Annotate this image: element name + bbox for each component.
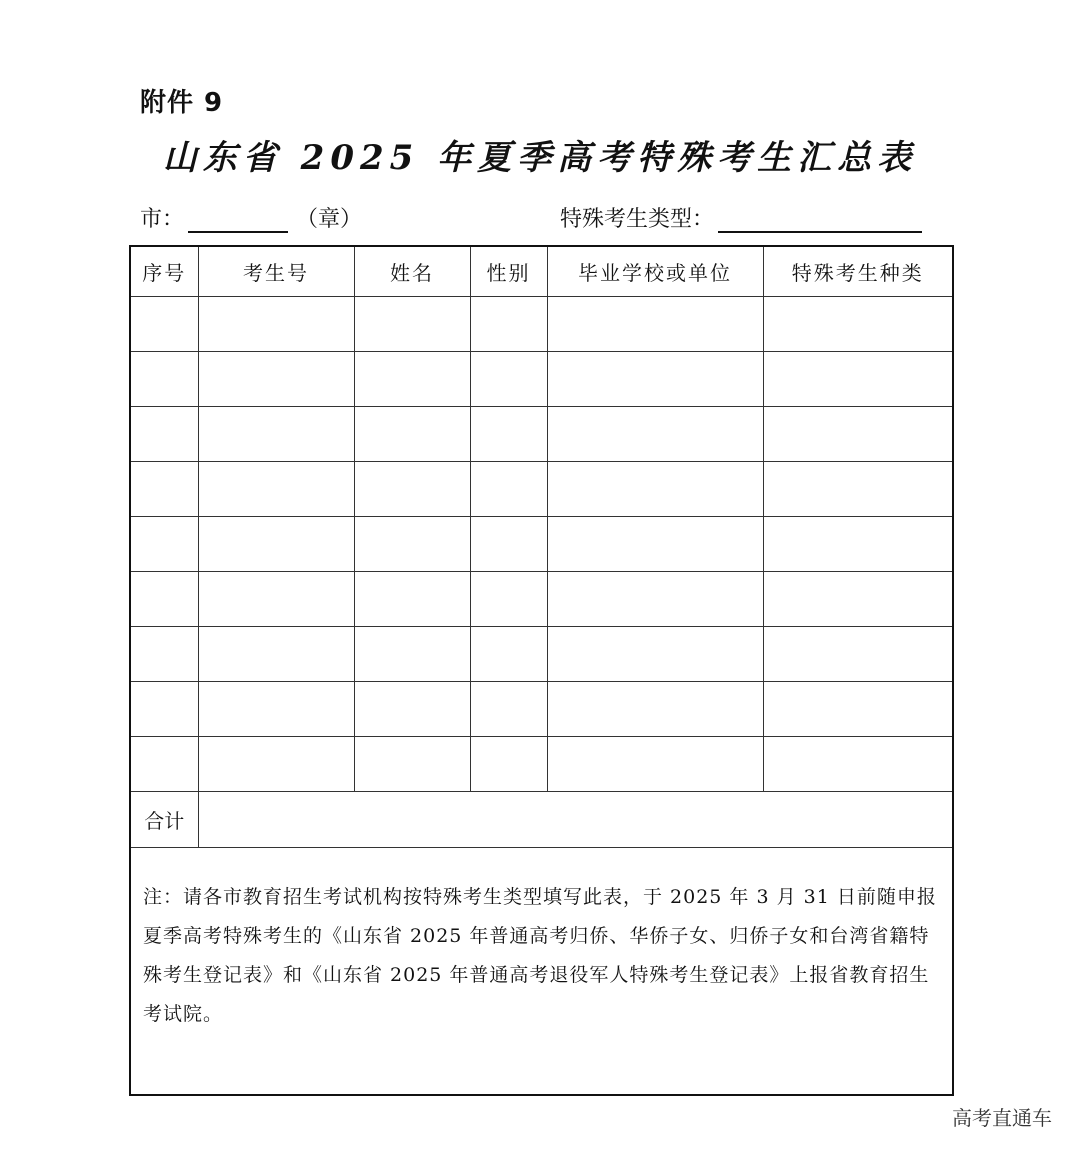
header-cell-index: 序号 (130, 246, 198, 297)
table-cell (198, 737, 354, 792)
type-blank (718, 205, 922, 233)
city-blank (188, 205, 288, 233)
table-cell (354, 737, 470, 792)
table-cell (470, 462, 547, 517)
city-label: 市： (140, 207, 185, 232)
table-cell (547, 297, 763, 352)
note-text: 注：请各市教育招生考试机构按特殊考生类型填写此表，于 2025 年 3 月 31 日前随申报夏季高考特殊考生的《山东省 2025 年普通高考归侨、华侨子女、归侨子女和台湾省籍特殊考生登记表》和《山东省 2025 年普通高考退役军人特殊考生登记表》上报省教育招生考试院。 (130, 848, 953, 1096)
table-row (130, 462, 953, 517)
table-cell (470, 682, 547, 737)
table-cell (547, 352, 763, 407)
table-cell (763, 352, 953, 407)
total-value-cell (198, 792, 953, 848)
table-row (130, 407, 953, 462)
table-cell (470, 627, 547, 682)
watermark: 高考直通车 (952, 1106, 1052, 1130)
table-cell (547, 627, 763, 682)
total-label: 合计 (130, 792, 198, 848)
table-cell (470, 407, 547, 462)
table-cell (130, 462, 198, 517)
table-cell (354, 297, 470, 352)
table-cell (354, 627, 470, 682)
table-row (130, 572, 953, 627)
table-row (130, 682, 953, 737)
table-row (130, 737, 953, 792)
table-header-row (130, 246, 953, 297)
table-row (130, 517, 953, 572)
table-cell (547, 737, 763, 792)
table-cell (130, 517, 198, 572)
table-cell (470, 297, 547, 352)
table-cell (763, 462, 953, 517)
city-field (140, 202, 362, 233)
table-cell (470, 517, 547, 572)
table-cell (130, 572, 198, 627)
table-cell (130, 297, 198, 352)
attachment-label: 附件 9 (140, 88, 224, 118)
table-cell (547, 682, 763, 737)
table-cell (354, 352, 470, 407)
table-cell (354, 572, 470, 627)
table-cell (547, 572, 763, 627)
table-cell (763, 627, 953, 682)
table-cell (130, 627, 198, 682)
table-row (130, 627, 953, 682)
summary-table (129, 245, 954, 1096)
table-cell (354, 462, 470, 517)
table-cell (547, 462, 763, 517)
table-cell (354, 682, 470, 737)
table-cell (198, 572, 354, 627)
total-row (130, 792, 953, 848)
table-cell (763, 682, 953, 737)
type-label: 特殊考生类型： (560, 207, 715, 232)
header-cell-exam-number: 考生号 (198, 246, 354, 297)
table-cell (763, 572, 953, 627)
header-cell-name: 姓名 (354, 246, 470, 297)
table-cell (130, 682, 198, 737)
seal-label: （章） (296, 207, 363, 232)
table-cell (130, 352, 198, 407)
table-cell (198, 352, 354, 407)
page-title: 山东省 2025 年夏季高考特殊考生汇总表 (162, 138, 918, 178)
table-cell (547, 407, 763, 462)
table-cell (130, 737, 198, 792)
table-cell (547, 517, 763, 572)
table-cell (130, 407, 198, 462)
table-cell (198, 627, 354, 682)
table-cell (763, 407, 953, 462)
table-cell (470, 352, 547, 407)
type-field (560, 202, 922, 233)
table-cell (763, 297, 953, 352)
note-row (130, 848, 953, 1096)
table-cell (198, 682, 354, 737)
table-cell (470, 737, 547, 792)
table-cell (354, 407, 470, 462)
table-row (130, 297, 953, 352)
table-cell (763, 517, 953, 572)
table-cell (198, 407, 354, 462)
table-cell (354, 517, 470, 572)
table-cell (198, 297, 354, 352)
header-cell-category: 特殊考生种类 (763, 246, 953, 297)
table-row (130, 352, 953, 407)
header-cell-gender: 性别 (470, 246, 547, 297)
table-cell (763, 737, 953, 792)
table-cell (198, 517, 354, 572)
table-cell (198, 462, 354, 517)
header-cell-school: 毕业学校或单位 (547, 246, 763, 297)
table-cell (470, 572, 547, 627)
